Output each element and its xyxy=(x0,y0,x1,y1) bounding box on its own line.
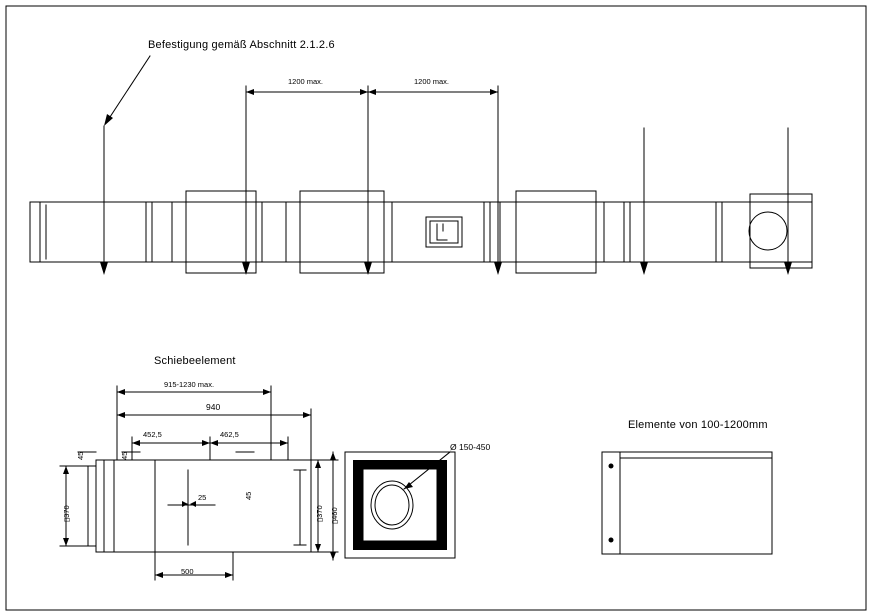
height-right-inner-label xyxy=(316,505,324,522)
half-left-dim-label: 452,5 xyxy=(143,430,162,439)
bottom-width-label: 500 xyxy=(181,567,194,576)
slide-element-plan xyxy=(60,386,338,580)
overall-max-dim-label: 915-1230 max. xyxy=(164,380,215,389)
square-symbol-outer: ▯ xyxy=(330,519,339,524)
top-span-left-label: 1200 max. xyxy=(288,77,324,86)
fastening-leader xyxy=(104,56,150,126)
square-outlet-face xyxy=(345,452,455,558)
height-right-inner-value: 370 xyxy=(315,505,324,518)
fastening-note-label: Befestigung gemäß Abschnitt 2.1.2.6 xyxy=(148,39,335,51)
height-left-label xyxy=(63,505,71,522)
slide-element-title: Schiebeelement xyxy=(154,355,236,367)
height-left-value: 370 xyxy=(62,505,71,518)
gap-45-mid-label: 45 xyxy=(120,451,129,460)
height-right-outer-value: 460 xyxy=(330,507,339,520)
square-symbol-inner: ▯ xyxy=(315,517,324,522)
height-right-outer-label xyxy=(331,507,339,524)
top-dimension-chain xyxy=(246,86,498,98)
gap-25-label: 25 xyxy=(198,493,207,502)
square-symbol-left: ▯ xyxy=(62,517,71,522)
gap-45-left-label: 45 xyxy=(76,451,85,460)
elements-range-label: Elemente von 100-1200mm xyxy=(628,419,768,431)
duct-run-elevation xyxy=(30,191,812,273)
overall-dim-label: 940 xyxy=(206,402,221,412)
diameter-callout-label: Ø 150-450 xyxy=(450,442,491,452)
gap-45-right-label: 45 xyxy=(244,491,253,500)
half-right-dim-label: 462,5 xyxy=(220,430,239,439)
top-span-right-label: 1200 max. xyxy=(414,77,450,86)
element-box-view xyxy=(602,452,772,554)
hanger-rods xyxy=(100,92,792,275)
